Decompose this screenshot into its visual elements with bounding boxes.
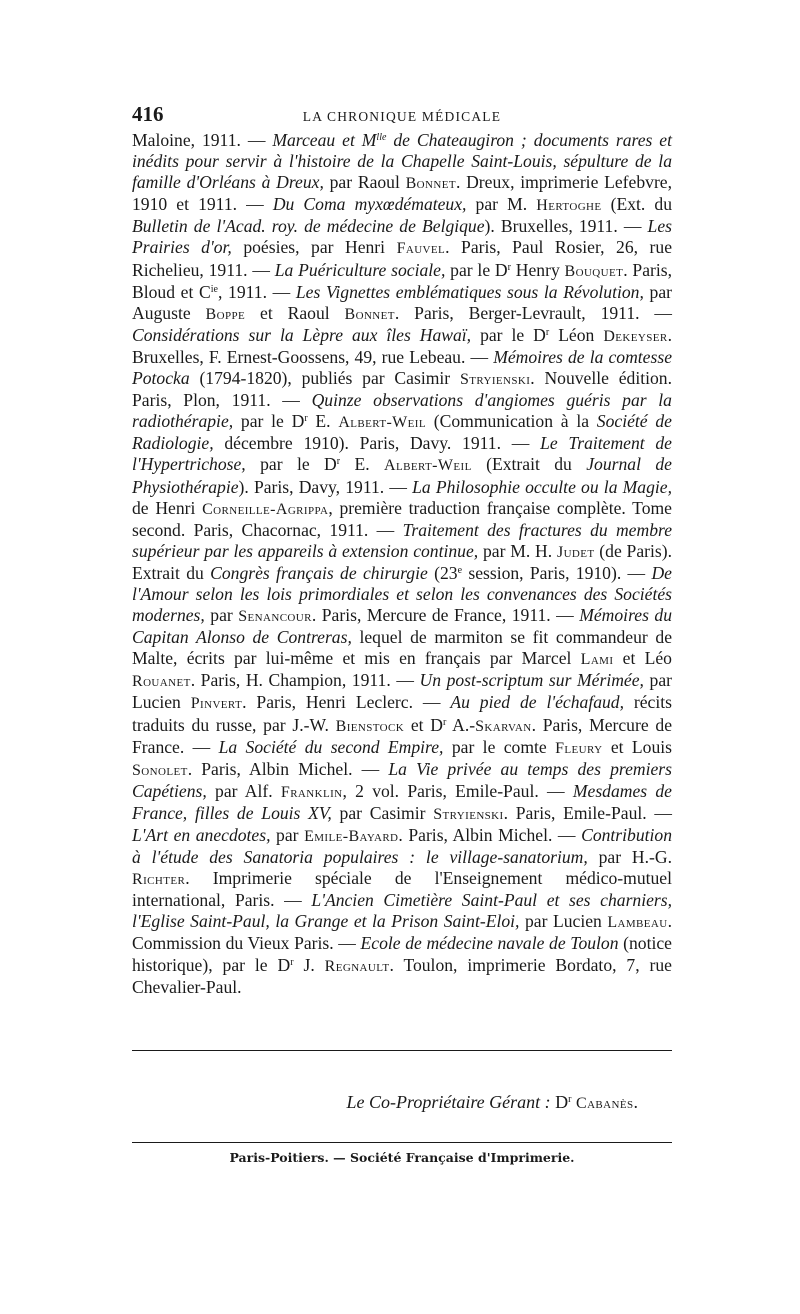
body-text-run: (de Paris). Extrait du — [132, 540, 672, 583]
body-text-run: par le comte — [443, 736, 556, 757]
body-text-run: J. — [293, 954, 325, 975]
italic-title: Marceau et M — [272, 130, 377, 150]
body-text-run: . Paris, Albin Michel. — — [187, 758, 389, 779]
author-name: Bonnet — [405, 175, 456, 193]
body-text-run: (1794-1820), publiés par Casimir — [189, 368, 460, 389]
running-head: LA CHRONIQUE MÉDICALE — [302, 109, 502, 124]
body-text-run: ). Bruxelles, 1911. — — [484, 216, 648, 237]
body-text-run: poésies, par Henri — [231, 237, 397, 258]
italic-title: Ecole de médecine navale de Toulon — [360, 933, 619, 954]
author-name: Fauvel — [396, 240, 446, 258]
italic-title: Bulletin de l'Acad. roy. de médecine de Belgique — [132, 216, 485, 237]
italic-title: de Chateaugiron ; documents rares et inédits pour servir à l'histoire de la Chapelle Saint-Louis, sépulture de la famille d'Orléans à Dreux, — [132, 130, 672, 193]
body-text-run: et D — [404, 714, 444, 735]
body-text-run: . Paris, Mercure de France. — — [132, 714, 673, 757]
italic-title: La Société du second Empire, — [218, 736, 444, 757]
body-text-run: A.- — [446, 714, 476, 735]
body-text-run: . Paris, Mercure de France, 1911. — — [311, 605, 580, 626]
author-name: Albert-Weil — [338, 414, 426, 432]
italic-title: Congrès français de chirurgie — [210, 562, 428, 583]
italic-title: Traitement des fractures du membre supérieur par les appareils à extension continue, — [132, 519, 672, 561]
author-name: Hertoghe — [536, 197, 602, 215]
author-name: Rouanet — [132, 673, 191, 691]
book-listing-paragraph — [132, 130, 672, 998]
author-name: Stryienski — [433, 805, 504, 823]
italic-title: Société de Radiologie, — [132, 411, 672, 454]
body-text-run: par — [204, 605, 239, 626]
italic-title: L'Ancien Cimetière Saint-Paul et ses charniers, l'Eglise Saint-Paul, la Grange et la Prison Saint-Eloi, — [132, 890, 672, 932]
italic-title: Un post-scriptum sur Mérimée, — [419, 670, 644, 691]
body-text-run: . Paris, Bloud et C — [132, 259, 672, 302]
body-text-run: (Extrait du — [471, 454, 587, 475]
body-text-run: (Ext. du — [601, 194, 673, 215]
superscript: r — [290, 956, 294, 968]
body-text-run: par — [270, 825, 305, 845]
body-text-run: par le D — [471, 324, 546, 345]
body-text-run: E. — [340, 454, 385, 475]
italic-title: Contribution à l'étude des Sanatoria populaires : le village-sanatorium, — [132, 825, 672, 868]
body-text-run: et Louis — [602, 736, 672, 757]
body-text-run: par le D — [233, 411, 305, 432]
italic-title: Journal de Physiothérapie — [132, 454, 672, 497]
body-text-run: par M. H. — [478, 540, 557, 561]
page-header — [132, 100, 672, 130]
italic-title: La Philosophie occulte ou la Magie, — [412, 476, 672, 497]
body-text-run: par Casimir — [331, 802, 434, 823]
author-name: Stryienski — [459, 371, 531, 389]
author-name: Regnault — [324, 957, 390, 975]
italic-title: Mémoires du Capitan Alonso de Contreras, — [132, 605, 672, 648]
author-name: Judet — [556, 543, 595, 561]
author-name: Corneille-Agrippa — [202, 500, 329, 518]
body-text-run: . Bruxelles, F. Ernest-Goossens, 49, rue Lebeau. — — [132, 324, 672, 367]
author-name: Fleury — [555, 739, 603, 757]
body-text-run: par Alf. — [206, 780, 281, 801]
superscript: ie — [210, 283, 218, 295]
italic-title: Les Vignettes emblématiques sous la Révolution, — [295, 281, 644, 302]
body-text-run: Maloine, 1911. — — [132, 130, 273, 150]
superscript: r — [336, 456, 341, 468]
body-text-run: . Paris, Berger-Levrault, 1911. — — [394, 302, 673, 323]
body-text-run: . Paris, Emile-Paul. — — [503, 802, 672, 823]
body-text-run: et Léo — [613, 648, 672, 669]
body-text-run: Léon — [549, 324, 604, 345]
body-text-run: . Nouvelle édition. Paris, Plon, 1911. — — [132, 368, 673, 411]
italic-title: Considérations sur la Lèpre aux îles Hawaï, — [132, 324, 472, 345]
body-text-run: session, Paris, 1910). — — [462, 562, 652, 583]
separator-rule-bottom — [132, 1142, 672, 1143]
author-name: Emile-Bayard — [304, 828, 399, 845]
separator-rule-top — [132, 1050, 672, 1051]
body-text-run: . Paris, H. Champion, 1911. — — [190, 670, 420, 691]
body-text-run: par le D — [245, 454, 337, 475]
author-name: Pinvert — [190, 695, 243, 713]
body-text-run: décembre 1910). Paris, Davy. 1911. — — [213, 433, 541, 454]
body-text-run: . Toulon, imprimerie Bordato, 7, rue Chevalier-Paul. — [132, 954, 672, 997]
italic-title: La Vie privée au temps des premiers Capétiens, — [132, 758, 672, 801]
body-text-run: par H.-G. — [587, 847, 672, 868]
body-text-run: . Paris, Henri Leclerc. — — [242, 692, 451, 713]
page-number: 416 — [132, 102, 164, 126]
body-text-run: par Auguste — [132, 281, 672, 323]
superscript: r — [443, 716, 447, 728]
body-text-run: E. — [307, 411, 339, 432]
page — [132, 100, 672, 998]
italic-title: Mesdames de France, filles de Louis XV, — [132, 780, 672, 823]
italic-title: Quinze observations d'angiomes guéris par la radiothérapie, — [132, 390, 672, 432]
body-text-run: récits traduits du russe, par J.-W. — [132, 692, 672, 735]
body-text-run: de Henri — [132, 497, 203, 518]
body-text-run: Henry — [510, 259, 565, 280]
printer-imprint: Paris-Poitiers. — Société Française d'Imprimerie. — [229, 1150, 575, 1165]
gerant-signature-line — [132, 1092, 638, 1113]
body-text-run: ). Paris, Davy, 1911. — — [238, 476, 413, 497]
author-name: Sonolet — [132, 761, 188, 779]
superscript: e — [457, 564, 463, 576]
italic-title: Du Coma myxœdémateux, — [272, 194, 467, 215]
body-text-run: , 2 vol. Paris, Emile-Paul. — — [342, 780, 573, 801]
author-name: Lami — [580, 651, 614, 669]
author-name: Franklin — [280, 783, 343, 801]
gerant-name: Cabanès — [576, 1095, 634, 1112]
author-name: Bienstock — [335, 717, 405, 735]
superscript: r — [304, 413, 308, 425]
body-text-run: par Lucien — [132, 670, 672, 713]
body-text-run: et Raoul — [245, 302, 345, 323]
italic-title: Les Prairies d'or, — [132, 216, 672, 258]
author-name: Albert-Weil — [384, 457, 472, 475]
gerant-period: . — [633, 1092, 638, 1112]
superscript: r — [545, 326, 550, 338]
body-text-run: . Dreux, imprimerie Lefebvre, 1910 et 1911. — — [132, 172, 673, 215]
author-name: Skarvan — [475, 717, 532, 735]
body-text-run: par le D — [445, 259, 508, 280]
body-text-run: (23 — [427, 562, 458, 583]
author-name: Richter — [132, 871, 186, 889]
body-text-run: (Communication à la — [426, 411, 597, 432]
body-text-run: (notice historique), par le D — [132, 933, 672, 975]
gerant-label: Le Co-Propriétaire Gérant : — [346, 1092, 551, 1112]
author-name: Bouquet — [564, 262, 624, 280]
body-text-run: lequel de marmiton se fit commandeur de Malte, écrits par lui-même et mis en français par Marcel — [132, 627, 672, 669]
author-name: Boppe — [205, 305, 246, 323]
body-text-run: , 1911. — — [217, 281, 296, 302]
gerant-title: $D^r$ — [555, 1092, 572, 1112]
italic-title: L'Art en anecdotes, — [132, 825, 271, 845]
italic-title: La Puériculture sociale, — [274, 259, 446, 280]
body-text-run: par Raoul — [323, 172, 406, 193]
author-name: Senancour — [238, 608, 312, 626]
body-text-run: , première traduction française complète. Tome second. Paris, Chacornac, 1911. — — [132, 497, 672, 540]
italic-title: Au pied de l'échafaud, — [450, 692, 624, 713]
superscript: r — [507, 261, 511, 273]
author-name: Dekeyser — [603, 327, 668, 345]
body-text-run: . Paris, Albin Michel. — — [398, 825, 582, 845]
author-name: Lambeau — [607, 914, 668, 932]
body-text-run: par Lucien — [519, 911, 608, 932]
body-text-run: . Paris, Paul Rosier, 26, rue Richelieu, 1911. — — [132, 237, 673, 280]
body-text-run: . Commission du Vieux Paris. — — [132, 911, 672, 954]
body-text-run: . Imprimerie spéciale de l'Enseignement médico-mutuel international, Paris. — — [132, 868, 672, 911]
body-text-run: par M. — [466, 194, 537, 215]
author-name: Bonnet — [344, 305, 395, 323]
italic-title: Mémoires de la comtesse Potocka — [132, 346, 672, 389]
italic-title: De l'Amour selon les lois primordiales et selon les convenances des Sociétés modernes, — [132, 562, 672, 626]
superscript: lle — [376, 132, 387, 143]
italic-title: Le Traitement de l'Hypertrichose, — [132, 433, 672, 475]
